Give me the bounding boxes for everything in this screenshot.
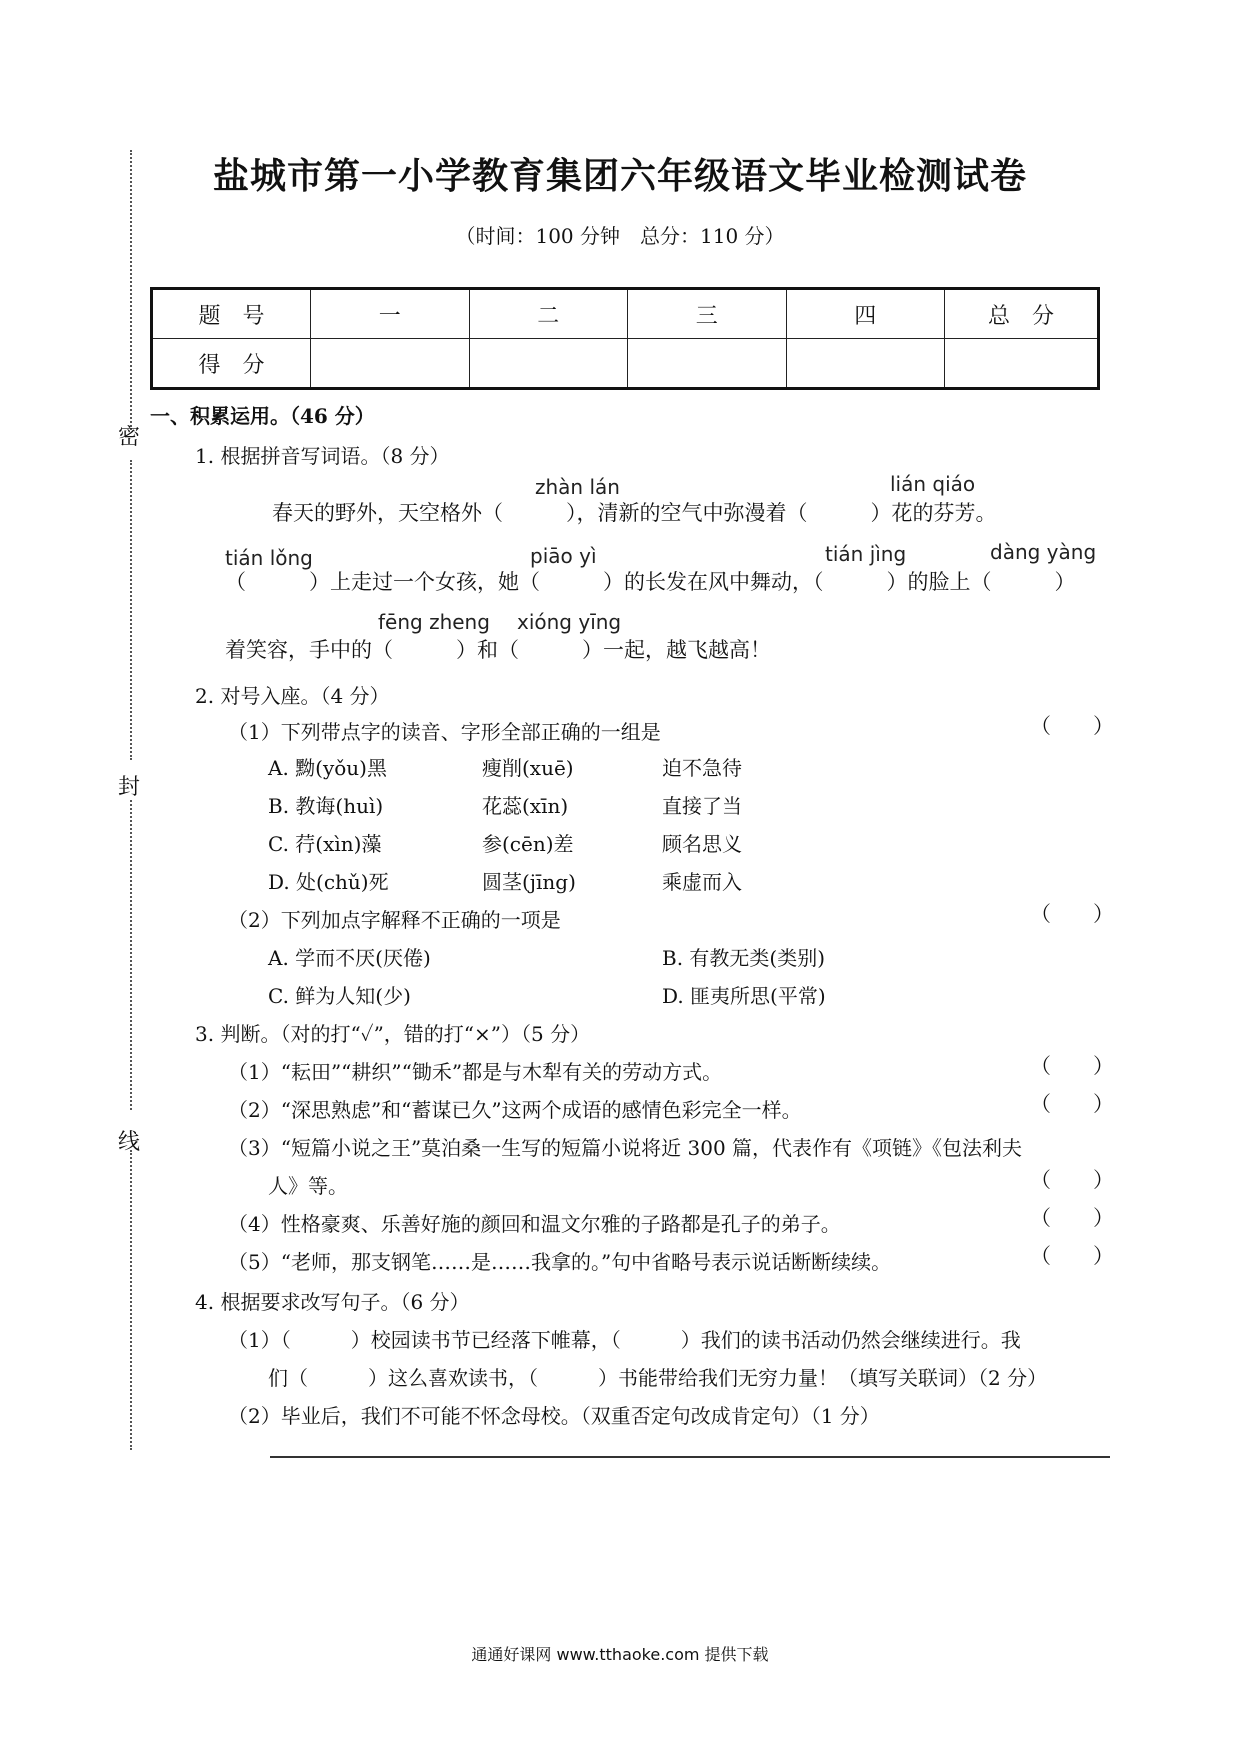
q2-sub2: （2）下列加点字解释不正确的一项是	[228, 908, 561, 932]
pinyin-4: piāo yì	[530, 544, 597, 568]
q3-item-1: （1）“耘田”“耕织”“锄禾”都是与木犁有关的劳动方式。	[228, 1060, 723, 1084]
q3-title: 3. 判断。（对的打“✓”，错的打“×”）（5 分）	[195, 1022, 591, 1046]
page-subtitle: （时间：100 分钟 总分：110 分）	[455, 224, 785, 248]
q1-title: 1. 根据拼音写词语。（8 分）	[195, 444, 450, 468]
q2-opt-b-1: B. 教诲(huì)	[268, 794, 384, 818]
score-header-1: 一	[311, 289, 470, 339]
q2-opt-c-2: 参(cēn)差	[482, 832, 574, 856]
q2-opt-d-1: D. 处(chǔ)死	[268, 870, 389, 894]
q1-line1: 春天的野外，天空格外（ ），清新的空气中弥漫着（ ）花的芬芳。	[272, 501, 997, 525]
score-cell-4[interactable]	[786, 339, 945, 389]
score-header-total: 总 分	[945, 289, 1099, 339]
footer-credit: 通通好课网 www.tthaoke.com 提供下载	[471, 1645, 769, 1664]
q3-item-3: （3）“短篇小说之王”莫泊桑一生写的短篇小说将近 300 篇，代表作有《项链》《包法利夫	[228, 1136, 1023, 1160]
answer-blank-3-4[interactable]: （ ）	[1030, 1206, 1114, 1230]
answer-blank-2-2[interactable]: （ ）	[1030, 902, 1114, 926]
q2-opt-b-2: 花蕊(xīn)	[482, 794, 569, 818]
score-header-2: 二	[469, 289, 628, 339]
q3-item-3-cont: 人》等。	[268, 1174, 348, 1198]
q2-opt-a-2: 瘦削(xuē)	[482, 756, 574, 780]
q2-opt-a-3: 迫不急待	[662, 756, 742, 780]
score-cell-total[interactable]	[945, 339, 1099, 389]
pinyin-1: zhàn lán	[535, 475, 620, 499]
q3-item-2: （2）“深思熟虑”和“蓄谋已久”这两个成语的感情色彩完全一样。	[228, 1098, 802, 1122]
q4-s1a: （1）（ ）校园读书节已经落下帷幕，（ ）我们的读书活动仍然会继续进行。我	[228, 1328, 1021, 1352]
score-header-4: 四	[786, 289, 945, 339]
pinyin-2: lián qiáo	[890, 472, 976, 496]
q2-opt2-d: D. 匪夷所思(平常)	[662, 984, 826, 1008]
pinyin-8: xióng yīng	[517, 610, 622, 634]
q2-opt-b-3: 直接了当	[662, 794, 742, 818]
binding-char-feng: 封	[118, 775, 141, 800]
answer-blank-2-1[interactable]: （ ）	[1030, 714, 1114, 738]
q2-opt2-c: C. 鲜为人知(少)	[268, 984, 411, 1008]
pinyin-3: tián lǒng	[225, 546, 313, 570]
q2-opt-a-1: A. 黝(yǒu)黑	[268, 756, 387, 780]
answer-blank-3-2[interactable]: （ ）	[1030, 1092, 1114, 1116]
score-cell-1[interactable]	[311, 339, 470, 389]
q3-item-4: （4）性格豪爽、乐善好施的颜回和温文尔雅的子路都是孔子的弟子。	[228, 1212, 841, 1236]
binding-char-mi: 密	[118, 425, 141, 450]
q2-opt2-b: B. 有教无类(类别)	[662, 946, 826, 970]
q4-s1b: 们（ ）这么喜欢读书，（ ）书能带给我们无穷力量！（填写关联词）（2 分）	[268, 1366, 1048, 1390]
score-table	[150, 287, 1100, 390]
score-header-3: 三	[628, 289, 787, 339]
score-cell-2[interactable]	[469, 339, 628, 389]
binding-char-xian: 线	[118, 1130, 141, 1155]
q2-opt2-a: A. 学而不厌(厌倦)	[268, 946, 431, 970]
q2-opt-d-3: 乘虚而入	[662, 870, 742, 894]
pinyin-5: tián jìng	[825, 542, 907, 566]
page-title: 盐城市第一小学教育集团六年级语文毕业检测试卷	[212, 156, 1027, 197]
section-heading: 一、积累运用。（46 分）	[150, 404, 375, 428]
q2-opt-c-3: 顾名思义	[662, 832, 742, 856]
pinyin-7: fēng zheng	[378, 610, 490, 634]
q1-line3: 着笑容，手中的（ ）和（ ）一起，越飞越高！	[225, 638, 771, 662]
q2-opt-d-2: 圆茎(jīng)	[482, 870, 576, 894]
score-cell-3[interactable]	[628, 339, 787, 389]
pinyin-6: dàng yàng	[990, 540, 1097, 564]
q2-title: 2. 对号入座。（4 分）	[195, 684, 390, 708]
answer-blank-3-5[interactable]: （ ）	[1030, 1244, 1114, 1268]
q4-s2: （2）毕业后，我们不可能不怀念母校。（双重否定句改成肯定句）（1 分）	[228, 1404, 880, 1428]
q2-opt-c-1: C. 荇(xìn)藻	[268, 832, 382, 856]
q4-title: 4. 根据要求改写句子。（6 分）	[195, 1290, 470, 1314]
answer-blank-3-1[interactable]: （ ）	[1030, 1054, 1114, 1078]
answer-blank-3-3[interactable]: （ ）	[1030, 1168, 1114, 1192]
score-header-label: 题 号	[152, 289, 311, 339]
score-row-label: 得 分	[152, 339, 311, 389]
q1-line2: （ ）上走过一个女孩，她（ ）的长发在风中舞动，（ ）的脸上（ ）	[225, 570, 1076, 594]
answer-line[interactable]	[270, 1456, 1110, 1458]
q3-item-5: （5）“老师，那支钢笔……是……我拿的。”句中省略号表示说话断断续续。	[228, 1250, 892, 1274]
q2-sub1: （1）下列带点字的读音、字形全部正确的一组是	[228, 720, 661, 744]
